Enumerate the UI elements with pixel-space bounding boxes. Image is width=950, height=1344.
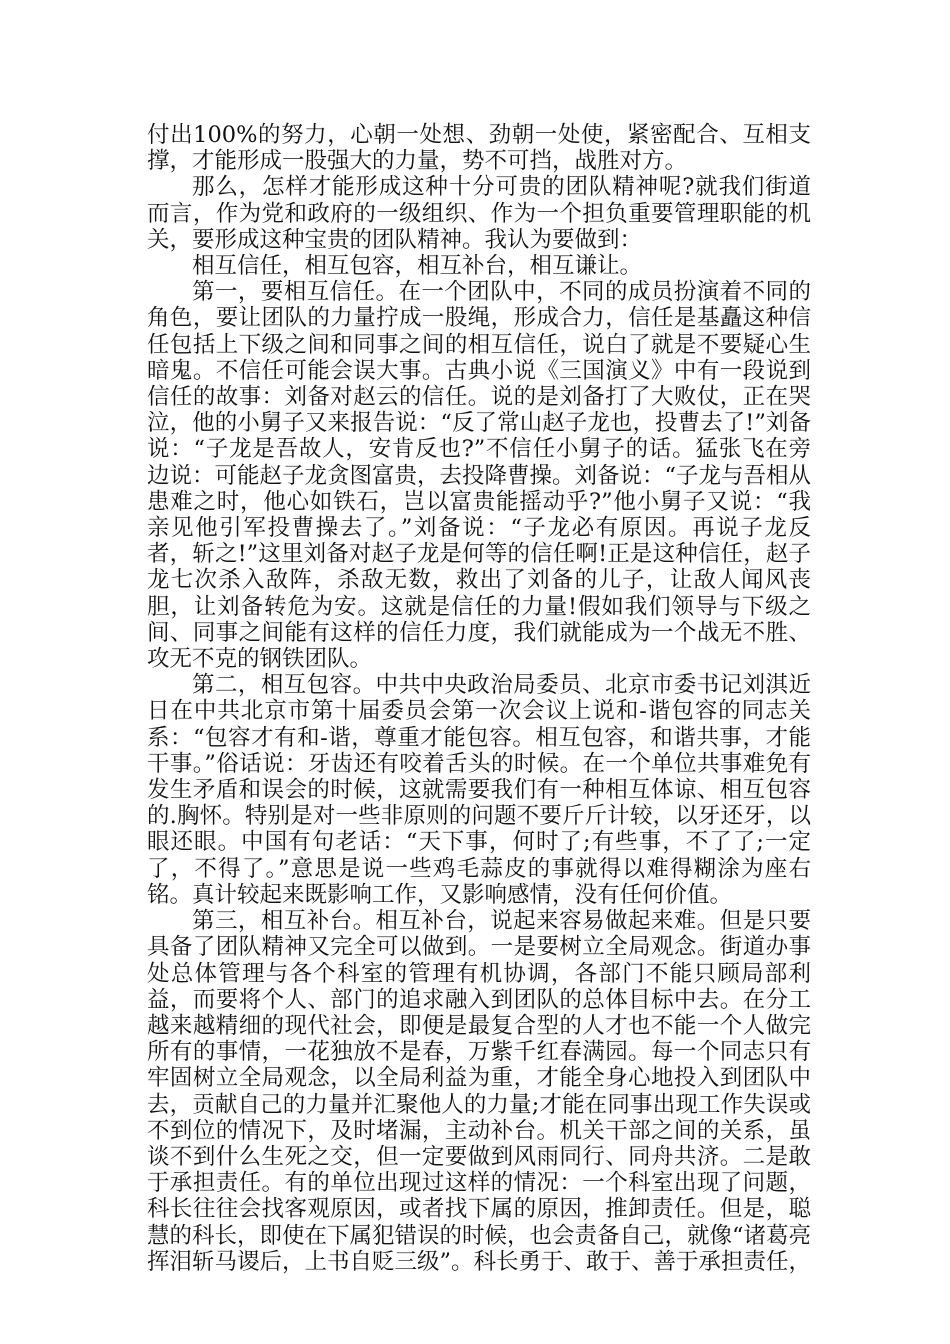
paragraph-mutual-trust: 第一，要相互信任。在一个团队中，不同的成员扮演着不同的角色，要让团队的力量拧成一股绳，形成合力，信任是基矗这种信任包括上下级之间和同事之间的相互信任，说白了就是不要疑心生暗鬼。不信任可能会误大事。古典小说《三国演义》中有一段说到信任的故事：刘备对赵云的信任。说的是刘备打了大败仗，正在哭泣，他的小舅子又来报告说：“反了常山赵子龙也，投曹去了!”刘备说：“子龙是吾故人，安肯反也?”不信任小舅子的话。猛张飞在旁边说：可能赵子龙贪图富贵，去投降曹操。刘备说：“子龙与吾相从患难之时，他心如铁石，岂以富贵能摇动乎?”他小舅子又说：“我亲见他引军投曹操去了。”刘备说：“子龙必有原因。再说子龙反者，斩之!”这里刘备对赵子龙是何等的信任啊!正是这种信任，赵子龙七次杀入敌阵，杀敌无数，救出了刘备的儿子，让敌人闻风丧胆，让刘备转危为安。这就是信任的力量!假如我们领导与下级之间、同事之间能有这样的信任力度，我们就能成为一个战无不胜、攻无不克的钢铁团队。 (147, 279, 812, 673)
paragraph-mutual-support: 第三，相互补台。相互补台，说起来容易做起来难。但是只要具备了团队精神又完全可以做到。一是要树立全局观念。街道办事处总体管理与各个科室的管理有机协调，各部门不能只顾局部利益，而要将个人、部门的追求融入到团队的总体目标中去。在分工越来越精细的现代社会，即便是最复合型的人才也不能一个人做完所有的事情，一花独放不是春，万紫千红春满园。每一个同志只有牢固树立全局观念，以全局利益为重，才能全身心地投入到团队中去，贡献自己的力量并汇聚他人的力量;才能在同事出现工作失误或不到位的情况下，及时堵漏，主动补台。机关干部之间的关系，虽谈不到什么生死之交，但一定要做到风雨同行、同舟共济。二是敢于承担责任。有的单位出现过这样的情况：一个科室出现了问题，科长往往会找客观原因，或者找下属的原因，推卸责任。但是，聪慧的科长，即使在下属犯错误的时候，也会责备自己，就像“诸葛亮挥泪斩马谡后，上书自贬三级”。科长勇于、敢于、善于承担责任， (147, 908, 812, 1275)
document-body (147, 122, 811, 1275)
paragraph-continuation: 付出100%的努力，心朝一处想、劲朝一处使，紧密配合、互相支撑，才能形成一股强大的力量，势不可挡，战胜对方。 (147, 122, 811, 175)
paragraph-four-principles: 相互信任，相互包容，相互补台，相互谦让。 (192, 253, 643, 280)
paragraph-how-to-form-team-spirit: 那么，怎样才能形成这种十分可贵的团队精神呢?就我们街道而言，作为党和政府的一级组织、作为一个担负重要管理职能的机关，要形成这种宝贵的团队精神。我认为要做到： (147, 174, 811, 253)
paragraph-mutual-tolerance: 第二，相互包容。中共中央政治局委员、北京市委书记刘淇近日在中共北京市第十届委员会第一次会议上说和-谐包容的同志关系：“包容才有和-谐，尊重才能包容。相互包容，和谐共事，才能干事。”俗话说：牙齿还有咬着舌头的时候。在一个单位共事难免有发生矛盾和误会的时候，这就需要我们有一种相互体谅、相互包容的.胸怀。特别是对一些非原则的问题不要斤斤计较，以牙还牙，以眼还眼。中国有句老话：“天下事，何时了;有些事，不了了;一定了，不得了。”意思是说一些鸡毛蒜皮的事就得以难得糊涂为座右铭。真计较起来既影响工作，又影响感情，没有任何价值。 (147, 672, 811, 908)
